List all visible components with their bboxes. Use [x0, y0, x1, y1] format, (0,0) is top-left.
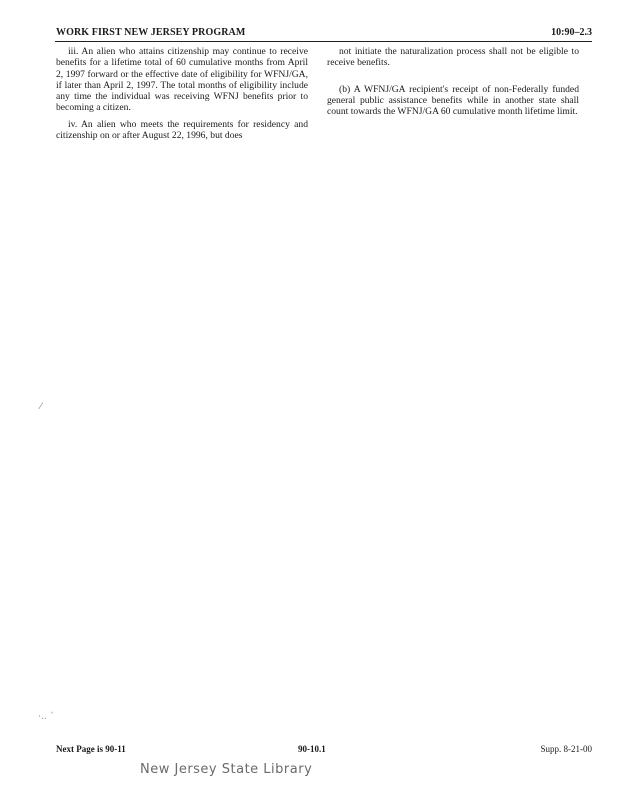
- paragraph-iv: iv. An alien who meets the requirements for residency and citizenship on or after August 22, 1996, but does: [56, 118, 308, 142]
- supplement-date: Supp. 8-21-00: [540, 744, 592, 754]
- page-number: 90-10.1: [298, 744, 326, 754]
- scan-speck: ⁄: [40, 402, 42, 412]
- next-page-note: Next Page is 90-11: [56, 744, 126, 754]
- right-column: [327, 46, 579, 122]
- paragraph-b: (b) A WFNJ/GA recipient's receipt of non-Federally funded general public assistance benefits while in another state shall count towards the WFNJ/GA 60 cumulative month lifetime limit.: [327, 83, 579, 118]
- running-header-section: 10:90–2.3: [551, 27, 592, 38]
- paragraph-iii: iii. An alien who attains citizenship may continue to receive benefits for a lifetime total of 60 cumulative months from April 2, 1997 forward or the effective date of eligibility for WFNJ/GA, if later than April 2, 1997. The total months of eligibility include any time the individual was receiving WFNJ benefits prior to becoming a citizen.: [56, 46, 308, 114]
- running-header-title: WORK FIRST NEW JERSEY PROGRAM: [56, 27, 246, 38]
- paragraph-iv-continued: not initiate the naturalization process shall not be eligible to receive benefits.: [327, 46, 579, 69]
- header-rule: [55, 41, 592, 42]
- scan-speck: ·.. ˊ: [38, 712, 54, 722]
- library-stamp: New Jersey State Library: [140, 762, 313, 777]
- left-column: [56, 46, 308, 146]
